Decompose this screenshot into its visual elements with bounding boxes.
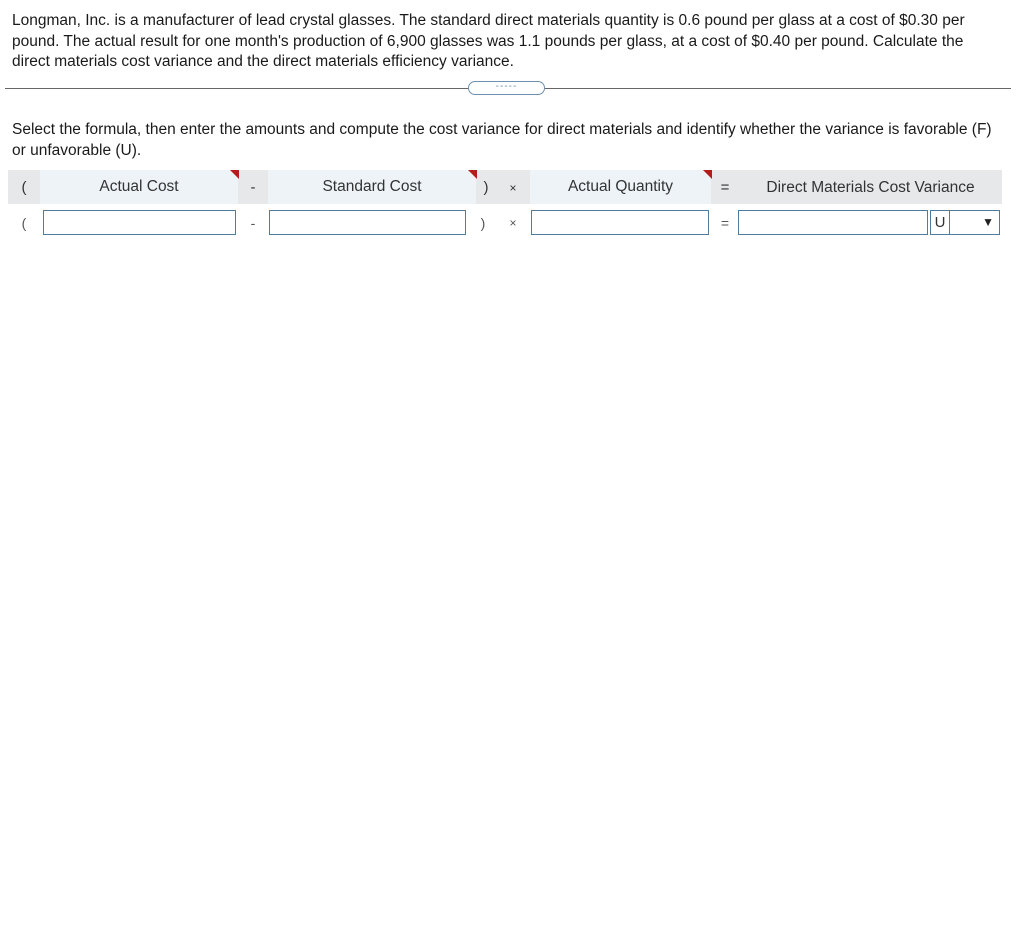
equals-operator: =: [720, 215, 730, 231]
favorable-unfavorable-select[interactable]: [930, 210, 1000, 235]
equals-operator: =: [720, 179, 730, 196]
times-operator: ×: [509, 181, 517, 195]
open-paren: (: [21, 215, 27, 231]
actual-quantity-input[interactable]: [531, 210, 709, 235]
problem-statement: Longman, Inc. is a manufacturer of lead crystal glasses. The standard direct materials quantity is 0.6 pound per glass at a cost of $0.30 per pound. The actual result for one month's production of 6,900 glasses was 1.1 pounds per glass, at a cost of $0.40 per pound. Calculate the direct materials cost variance and the direct materials efficiency variance.: [12, 12, 965, 70]
standard-cost-input[interactable]: [269, 210, 466, 235]
result-label: Direct Materials Cost Variance: [766, 179, 975, 196]
standard-cost-header[interactable]: Standard Cost: [268, 170, 476, 204]
cost-variance-formula: [8, 170, 1002, 240]
minus-operator: -: [250, 215, 256, 231]
dropdown-arrow-icon: ▼: [982, 215, 994, 229]
times-operator: ×: [509, 216, 517, 230]
fu-selected-value: U: [931, 211, 950, 234]
actual-cost-input[interactable]: [43, 210, 236, 235]
minus-operator: -: [250, 179, 256, 196]
open-paren: (: [21, 179, 27, 196]
expand-divider-button[interactable]: -----: [468, 81, 545, 95]
actual-quantity-header[interactable]: Actual Quantity: [530, 170, 711, 204]
instructions-text: Select the formula, then enter the amounts and compute the cost variance for direct materials and identify whether the variance is favorable (F) or unfavorable (U).: [12, 121, 992, 159]
formula-header-row: [8, 170, 1002, 204]
actual-cost-header[interactable]: Actual Cost: [40, 170, 238, 204]
variance-amount-input[interactable]: [738, 210, 928, 235]
close-paren: ): [480, 215, 486, 231]
close-paren: ): [483, 179, 489, 196]
formula-input-row: [8, 208, 1002, 238]
